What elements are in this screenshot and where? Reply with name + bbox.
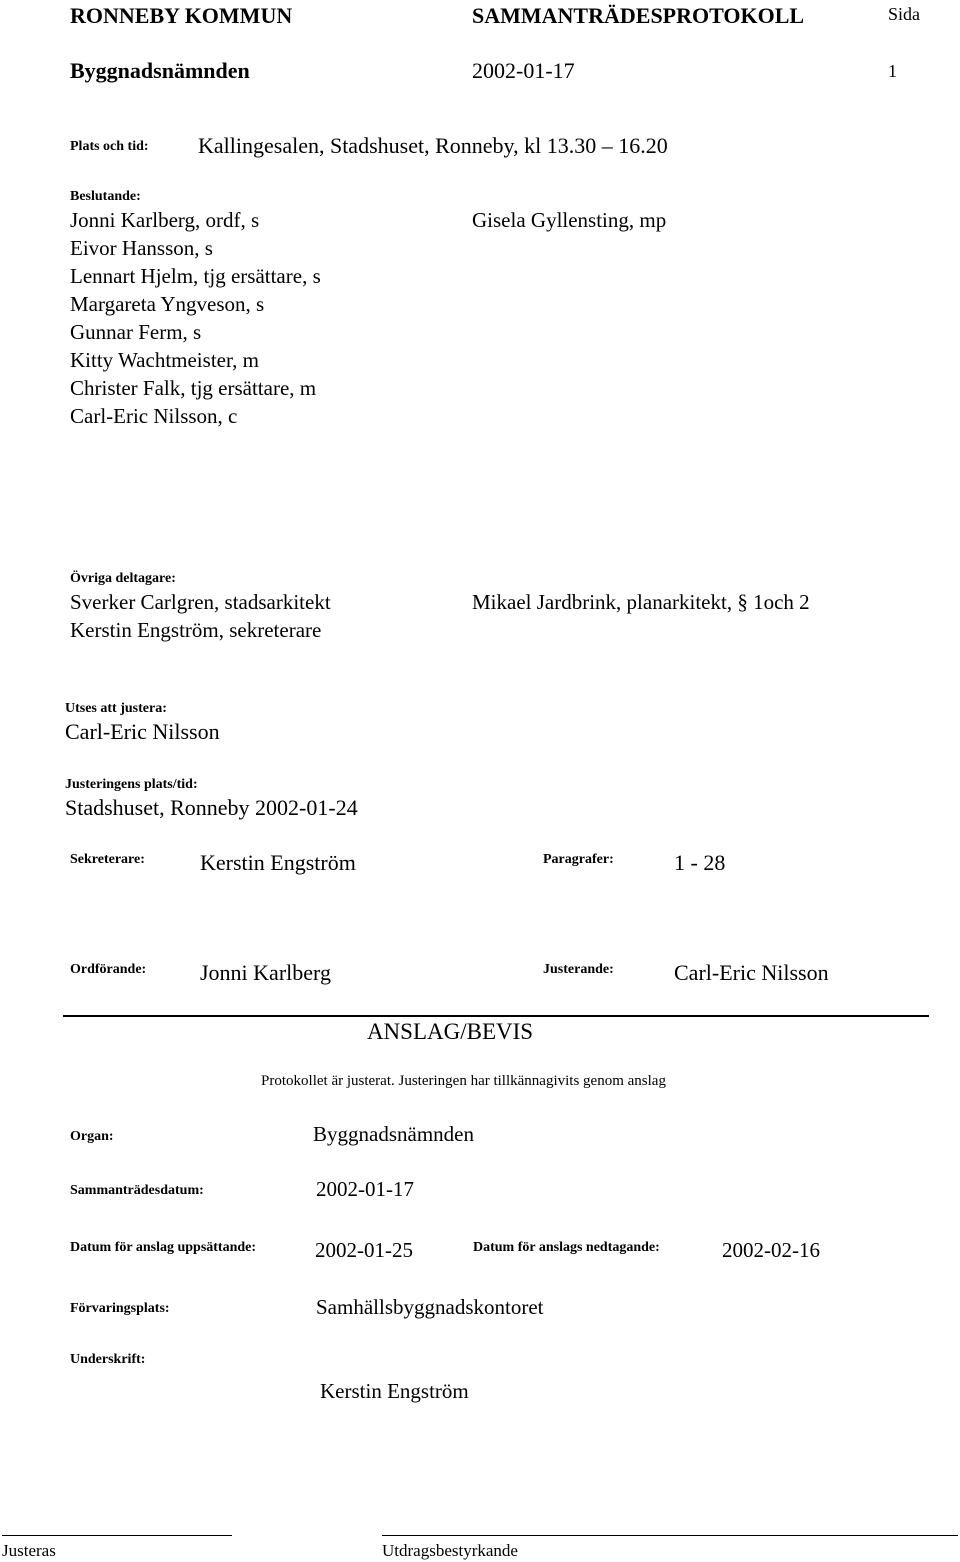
chair-label: Ordförande: bbox=[70, 962, 147, 977]
posted-date-label: Datum för anslag uppsättande: bbox=[70, 1240, 257, 1255]
decision-maker: Jonni Karlberg, ordf, s bbox=[70, 208, 260, 232]
secretary-name: Kerstin Engström bbox=[200, 850, 356, 875]
removed-date-label: Datum för anslags nedtagande: bbox=[473, 1240, 660, 1255]
adjuster-value: Carl-Eric Nilsson bbox=[65, 719, 220, 744]
decision-maker: Margareta Yngveson, s bbox=[70, 292, 265, 316]
meeting-date: 2002-01-17 bbox=[472, 58, 575, 83]
signature-label: Underskrift: bbox=[70, 1352, 146, 1367]
adjustment-place-value: Stadshuset, Ronneby 2002-01-24 bbox=[65, 795, 358, 820]
footer-adjusted-label: Justeras bbox=[2, 1541, 56, 1560]
participant: Mikael Jardbrink, planarkitekt, § 1och 2 bbox=[472, 590, 810, 614]
page-number: 1 bbox=[888, 61, 897, 81]
decision-maker: Gisela Gyllensting, mp bbox=[472, 208, 667, 232]
chair-name: Jonni Karlberg bbox=[200, 960, 331, 985]
adjusting-label: Justerande: bbox=[543, 962, 614, 977]
footer-left-rule bbox=[2, 1535, 232, 1536]
decision-maker: Carl-Eric Nilsson, c bbox=[70, 404, 238, 428]
storage-value: Samhällsbyggnadskontoret bbox=[316, 1295, 544, 1319]
decision-maker: Kitty Wachtmeister, m bbox=[70, 348, 259, 372]
storage-label: Förvaringsplats: bbox=[70, 1301, 170, 1316]
decision-maker: Eivor Hansson, s bbox=[70, 236, 213, 260]
participant: Kerstin Engström, sekreterare bbox=[70, 618, 322, 642]
meeting-date-value: 2002-01-17 bbox=[316, 1177, 414, 1201]
decision-maker: Gunnar Ferm, s bbox=[70, 320, 202, 344]
notice-title: ANSLAG/BEVIS bbox=[366, 1019, 534, 1044]
organ-label: Organ: bbox=[70, 1129, 114, 1144]
meeting-date-label: Sammanträdesdatum: bbox=[70, 1183, 204, 1198]
adjusting-name: Carl-Eric Nilsson bbox=[674, 960, 829, 985]
paragraphs-value: 1 - 28 bbox=[674, 850, 726, 875]
page-label: Sida bbox=[888, 4, 921, 24]
document-type: SAMMANTRÄDESPROTOKOLL bbox=[472, 3, 805, 28]
footer-right-rule bbox=[382, 1535, 958, 1536]
place-time-label: Plats och tid: bbox=[70, 139, 149, 154]
decision-maker: Lennart Hjelm, tjg ersättare, s bbox=[70, 264, 321, 288]
other-participants-label: Övriga deltagare: bbox=[70, 571, 176, 586]
removed-date-value: 2002-02-16 bbox=[722, 1238, 820, 1262]
decision-makers-label: Beslutande: bbox=[70, 189, 141, 204]
place-time-value: Kallingesalen, Stadshuset, Ronneby, kl 13.30 – 16.20 bbox=[198, 133, 668, 158]
signature-value: Kerstin Engström bbox=[320, 1379, 469, 1403]
posted-date-value: 2002-01-25 bbox=[315, 1238, 413, 1262]
section-divider bbox=[63, 1015, 929, 1017]
decision-maker: Christer Falk, tjg ersättare, m bbox=[70, 376, 317, 400]
adjuster-label: Utses att justera: bbox=[65, 701, 167, 716]
secretary-label: Sekreterare: bbox=[70, 852, 145, 867]
participant: Sverker Carlgren, stadsarkitekt bbox=[70, 590, 331, 614]
other-participants-left-list bbox=[70, 588, 331, 644]
decision-makers-right-list bbox=[472, 206, 666, 234]
adjustment-place-label: Justeringens plats/tid: bbox=[65, 777, 198, 792]
notice-statement: Protokollet är justerat. Justeringen har tillkännagivits genom anslag bbox=[261, 1073, 666, 1089]
organ-value: Byggnadsnämnden bbox=[313, 1122, 474, 1146]
decision-makers-left-list bbox=[70, 206, 321, 430]
other-participants-right-list bbox=[472, 588, 810, 616]
paragraphs-label: Paragrafer: bbox=[543, 852, 614, 867]
footer-extract-label: Utdragsbestyrkande bbox=[382, 1541, 518, 1560]
committee-name: Byggnadsnämnden bbox=[70, 58, 250, 83]
municipality-name: RONNEBY KOMMUN bbox=[70, 3, 293, 28]
